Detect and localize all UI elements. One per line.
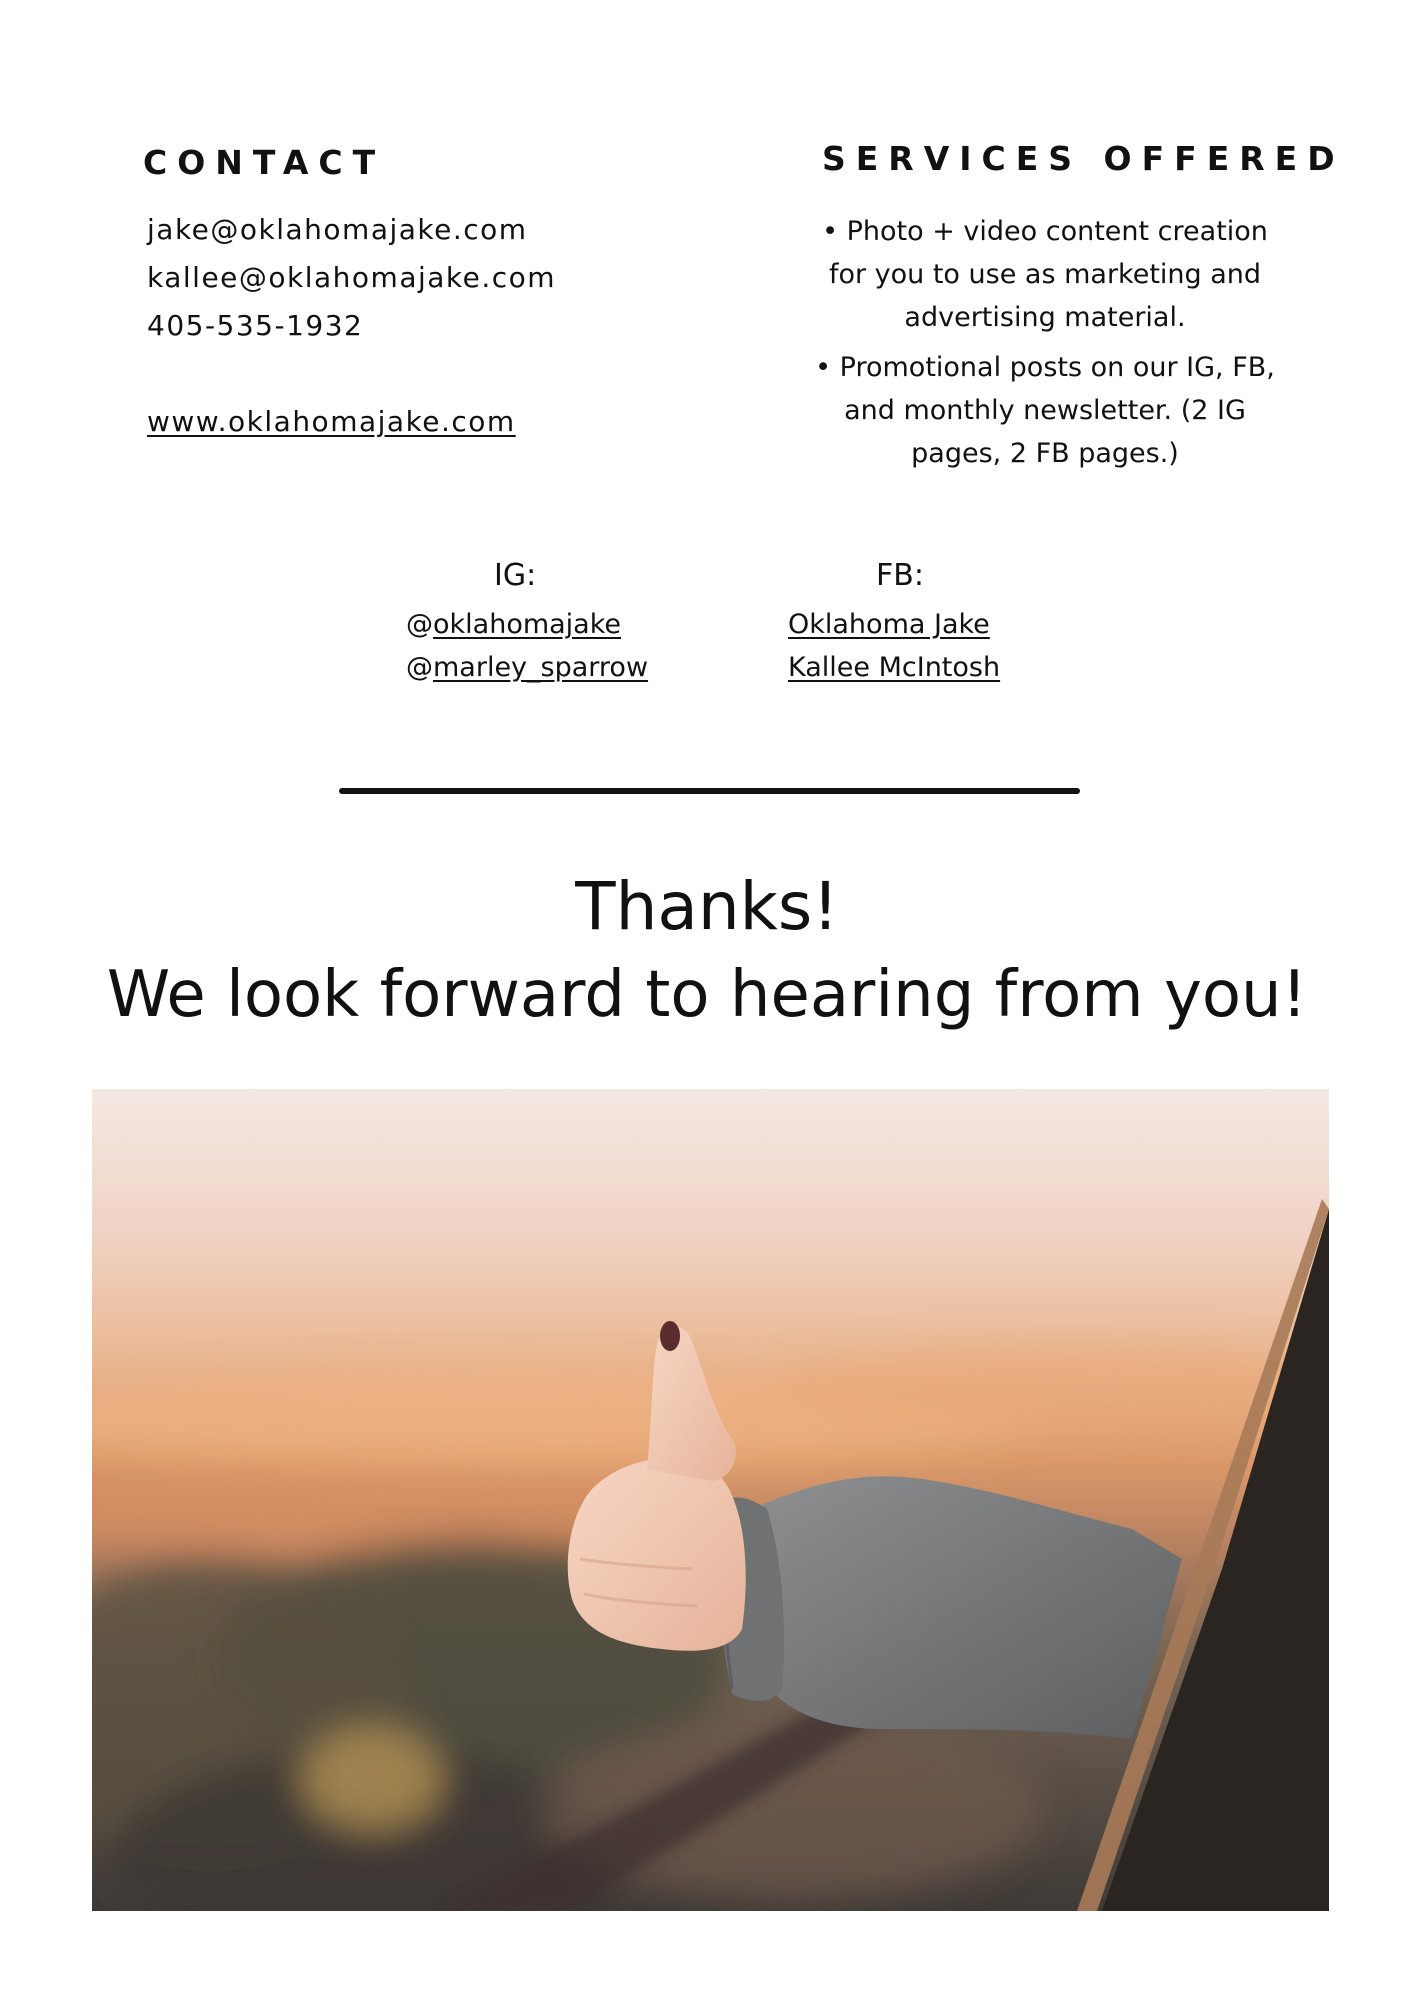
fb-page-name[interactable]: Oklahoma Jake [788,609,990,640]
ig-handle[interactable]: oklahomajake [433,609,622,640]
services-heading: SERVICES OFFERED [822,139,1345,178]
ig-at-sign: @ [406,609,433,640]
fb-page-name[interactable]: Kallee McIntosh [788,652,1001,683]
service-item-content-creation: • Photo + video content creation for you to use as marketing and advertising material. [822,216,1268,333]
phone-number[interactable]: 405-535-1932 [147,309,364,342]
fb-link-oklahoma-jake[interactable] [788,609,990,640]
fb-link-kallee-mcintosh[interactable] [788,652,1000,683]
fb-label: FB: [876,558,924,593]
ig-at-sign: @ [406,652,433,683]
closing-message: We look forward to hearing from you! [106,958,1308,1032]
service-item-promotional-posts: • Promotional posts on our IG, FB, and monthly newsletter. (2 IG pages, 2 FB pages.) [815,352,1275,469]
services-list [800,210,1290,482]
ig-handle[interactable]: marley_sparrow [433,652,649,683]
ig-link-oklahomajake[interactable] [406,609,621,640]
email-kallee[interactable]: kallee@oklahomajake.com [147,261,557,294]
contact-heading: CONTACT [143,143,386,182]
ig-label: IG: [494,558,537,593]
email-jake[interactable]: jake@oklahomajake.com [147,213,528,246]
thumbs-up-photo [92,1089,1329,1911]
ig-link-marley-sparrow[interactable] [406,652,648,683]
section-divider [339,788,1080,794]
thanks-heading: Thanks! [575,868,839,945]
website-link[interactable]: www.oklahomajake.com [147,405,516,438]
